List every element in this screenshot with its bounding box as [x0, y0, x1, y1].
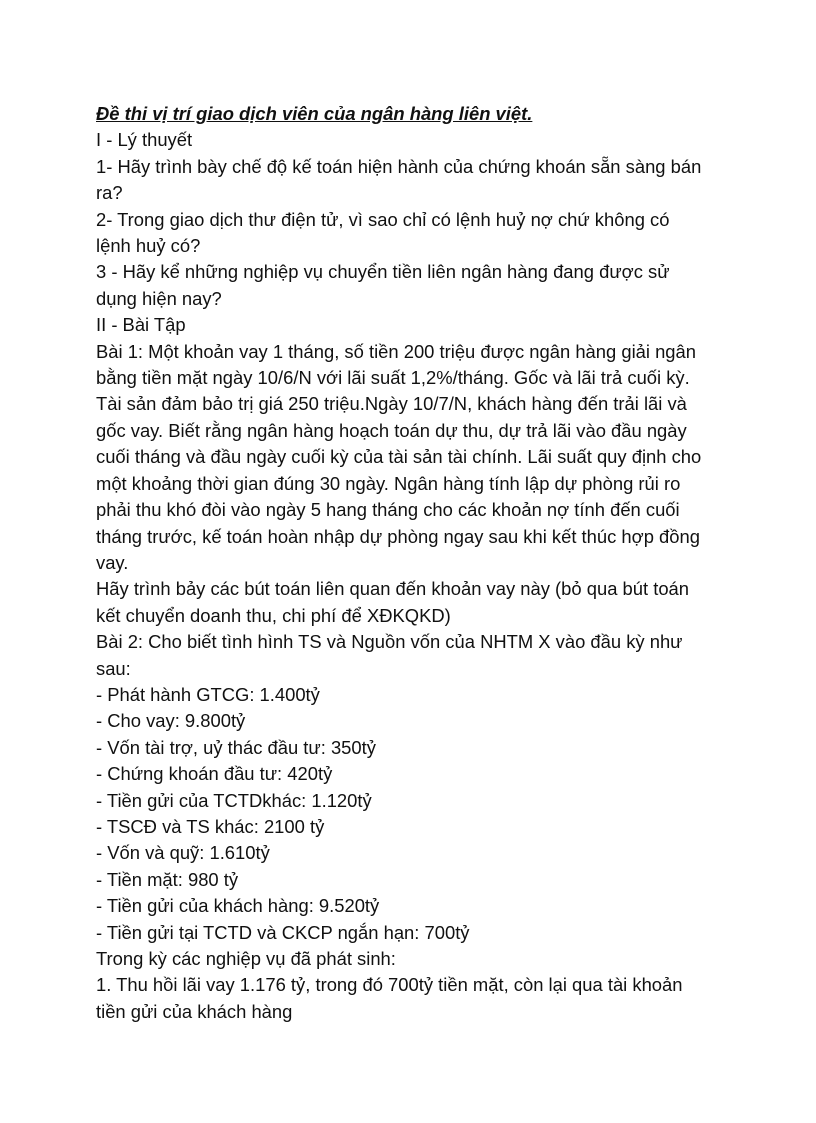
- text-line: - Tiền gửi tại TCTD và CKCP ngắn hạn: 700tỷ: [96, 921, 470, 943]
- text-line: II - Bài Tập: [96, 314, 186, 336]
- text-line: - Tiền mặt: 980 tỷ: [96, 868, 239, 890]
- text-line: 2- Trong giao dịch thư điện tử, vì sao chỉ có lệnh huỷ nợ chứ không có: [96, 208, 670, 230]
- text-line: ra?: [96, 182, 123, 204]
- text-line: Bài 1: Một khoản vay 1 tháng, số tiền 200 triệu được ngân hàng giải ngân: [96, 340, 696, 362]
- text-line: - Tiền gửi của khách hàng: 9.520tỷ: [96, 895, 380, 917]
- text-line: tháng trước, kế toán hoàn nhập dự phòng ngay sau khi kết thúc hợp đồng: [96, 525, 700, 547]
- document-page: [96, 101, 736, 1025]
- text-line: - TSCĐ và TS khác: 2100 tỷ: [96, 815, 325, 837]
- text-line: - Tiền gửi của TCTDkhác: 1.120tỷ: [96, 789, 372, 811]
- text-line: Tài sản đảm bảo trị giá 250 triệu.Ngày 10/7/N, khách hàng đến trải lãi và: [96, 393, 687, 415]
- text-line: gốc vay. Biết rằng ngân hàng hoạch toán dự thu, dự trả lãi vào đầu ngày: [96, 419, 687, 441]
- text-line: Trong kỳ các nghiệp vụ đã phát sinh:: [96, 948, 396, 969]
- text-line: Bài 2: Cho biết tình hình TS và Nguồn vốn của NHTM X vào đầu kỳ như: [96, 631, 683, 653]
- text-line: - Vốn và quỹ: 1.610tỷ: [96, 842, 270, 864]
- text-line: I - Lý thuyết: [96, 129, 193, 151]
- text-line: phải thu khó đòi vào ngày 5 hang tháng cho các khoản nợ tính đến cuối: [96, 499, 680, 521]
- document-body: [96, 127, 736, 1025]
- text-line: Hãy trình bảy các bút toán liên quan đến khoản vay này (bỏ qua bút toán: [96, 578, 689, 600]
- text-line: - Cho vay: 9.800tỷ: [96, 710, 246, 732]
- document-title: Đề thi vị trí giao dịch viên của ngân hàng liên việt.: [96, 103, 533, 124]
- text-line: dụng hiện nay?: [96, 287, 222, 309]
- text-line: vay.: [96, 551, 129, 573]
- text-line: một khoảng thời gian đúng 30 ngày. Ngân hàng tính lập dự phòng rủi ro: [96, 472, 681, 494]
- text-line: bằng tiền mặt ngày 10/6/N với lãi suất 1,2%/tháng. Gốc và lãi trả cuối kỳ.: [96, 367, 690, 389]
- text-line: - Phát hành GTCG: 1.400tỷ: [96, 683, 320, 705]
- text-line: - Chứng khoán đầu tư: 420tỷ: [96, 763, 333, 785]
- text-line: sau:: [96, 657, 131, 679]
- text-line: - Vốn tài trợ, uỷ thác đầu tư: 350tỷ: [96, 736, 376, 758]
- text-line: cuối tháng và đầu ngày cuối kỳ của tài sản tài chính. Lãi suất quy định cho: [96, 446, 702, 468]
- text-line: 3 - Hãy kể những nghiệp vụ chuyển tiền liên ngân hàng đang được sử: [96, 261, 670, 283]
- text-line: 1. Thu hồi lãi vay 1.176 tỷ, trong đó 700tỷ tiền mặt, còn lại qua tài khoản: [96, 974, 683, 996]
- text-line: lệnh huỷ có?: [96, 235, 201, 257]
- text-line: tiền gửi của khách hàng: [96, 1000, 293, 1022]
- text-line: 1- Hãy trình bày chế độ kế toán hiện hành của chứng khoán sẵn sàng bán: [96, 155, 702, 177]
- text-line: kết chuyển doanh thu, chi phí để XĐKQKD): [96, 604, 451, 626]
